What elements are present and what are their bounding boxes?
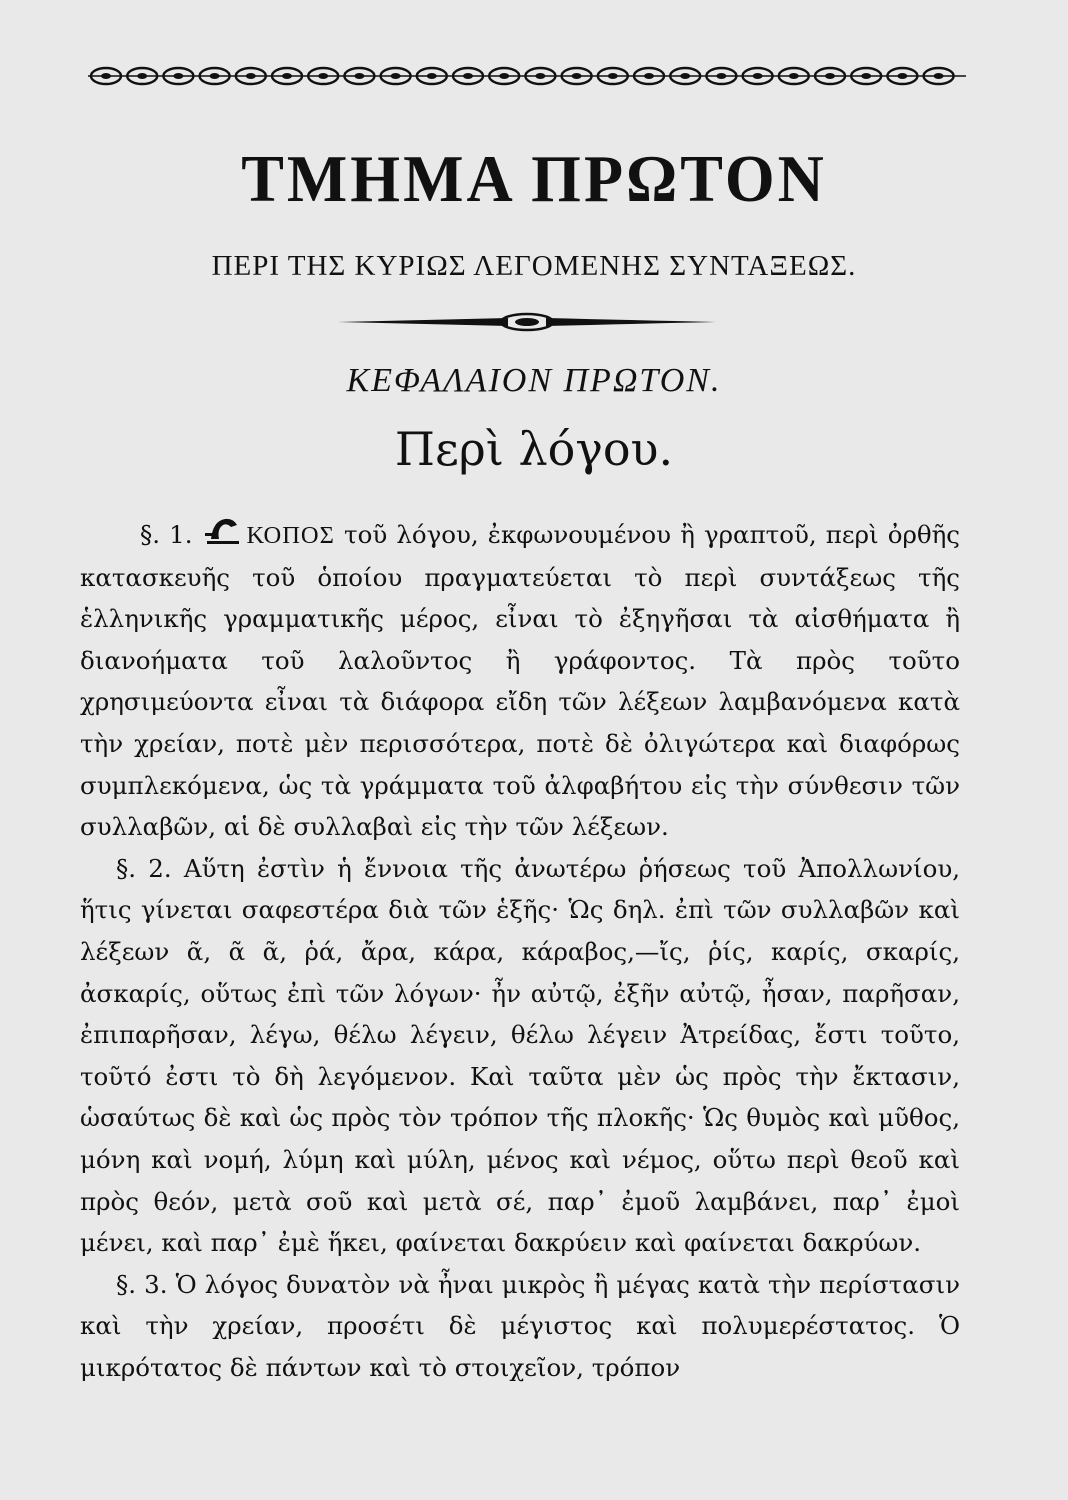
main-text bbox=[80, 514, 960, 1388]
paragraph-section-3 bbox=[80, 1264, 960, 1389]
section-title: ΤΜΗΜΑ ΠΡΩΤΟΝ bbox=[241, 141, 827, 216]
paragraph-section-1 bbox=[80, 514, 960, 848]
section-1-text: τοῦ λόγου, ἐκφωνουμένου ἢ γραπτοῦ, περὶ ὀρθῆς κατασκευῆς τοῦ ὁποίου πραγματεύεται τὸ περὶ συντάξεως τῆς ἑλληνικῆς γραμματικῆς μέρος, εἶναι τὸ ἐξηγῆσαι τὰ αἰσθήματα ἢ διανοήματα τοῦ λαλοῦντος ἢ γράφοντος. Τὰ πρὸς τοῦτο χρησιμεύοντα εἶναι τὰ διάφορα εἴδη τῶν λέξεων λαμβανόμενα κατὰ τὴν χρείαν, ποτὲ μὲν περισσότερα, ποτὲ δὲ ὀλιγώτερα καὶ διαφόρως συμπλεκόμενα, ὡς τὰ γράμματα τοῦ ἀλφαβήτου εἰς τὴν σύνθεσιν τῶν συλλαβῶν, αἱ δὲ συλλαβαὶ εἰς τὴν τῶν λέξεων. bbox=[80, 520, 960, 842]
divider-ornament bbox=[338, 312, 716, 332]
section-subtitle: ΠΕΡΙ ΤΗΣ ΚΥΡΙΩΣ ΛΕΓΟΜΕΝΗΣ ΣΥΝΤΑΞΕΩΣ. bbox=[211, 250, 857, 282]
section-number: §. 3. bbox=[116, 1269, 168, 1299]
section-3-text: Ὁ λόγος δυνατὸν νὰ ἦναι μικρὸς ἢ μέγας κατὰ τὴν περίστασιν καὶ τὴν χρείαν, προσέτι δὲ μέγιστος καὶ πολυμερέστατος. Ὁ μικρότατος δὲ πάντων καὶ τὸ στοιχεῖον, τρόπον bbox=[80, 1269, 960, 1382]
chapter-heading: ΚΕΦΑΛΑΙΟΝ ΠΡΩΤΟΝ. bbox=[346, 362, 722, 399]
section-number: §. 1. bbox=[140, 520, 193, 549]
section-2-text: Αὕτη ἐστὶν ἡ ἔννοια τῆς ἀνωτέρω ῥήσεως τοῦ Ἀπολλωνίου, ἥτις γίνεται σαφεστέρα διὰ τῶν ἑξῆς· Ὡς δηλ. ἐπὶ τῶν συλλαβῶν καὶ λέξεων ᾶ, ᾶ ᾶ, ῥά, ἄρα, κάρα, κάραβος,—ἴς, ῥίς, καρίς, σκαρίς, ἀσκαρίς, οὕτως ἐπὶ τῶν λόγων· ἦν αὐτῷ, ἐξῆν αὐτῷ, ἦσαν, παρῆσαν, ἐπιπαρῆσαν, λέγω, θέλω λέγειν, θέλω λέγειν Ἀτρείδας, ἔστι τοῦτο, τοῦτό ἐστι τὸ δὴ λεγόμενον. Καὶ ταῦτα μὲν ὡς πρὸς τὴν ἔκτασιν, ὡσαύτως δὲ καὶ ὡς πρὸς τὸν τρόπον τῆς πλοκῆς· Ὡς θυμὸς καὶ μῦθος, μόνη καὶ νομή, λύμη καὶ μύλη, μένος καὶ νέμος, οὕτω περὶ θεοῦ καὶ πρὸς θεόν, μετὰ σοῦ καὶ μετὰ σέ, παρ᾽ ἐμοῦ λαμβάνει, παρ᾽ ἐμοὶ μένει, καὶ παρ᾽ ἐμὲ ἥκει, φαίνεται δακρύειν καὶ φαίνεται δακρύων. bbox=[80, 853, 960, 1258]
section-number: §. 2. bbox=[116, 853, 172, 883]
topic-heading: Περὶ λόγου. bbox=[394, 422, 674, 476]
ornamental-initial-icon bbox=[203, 515, 243, 545]
lead-word: ΚΟΠΟΣ bbox=[246, 522, 335, 549]
top-ornament-border bbox=[88, 62, 966, 90]
paragraph-section-2 bbox=[80, 848, 960, 1264]
